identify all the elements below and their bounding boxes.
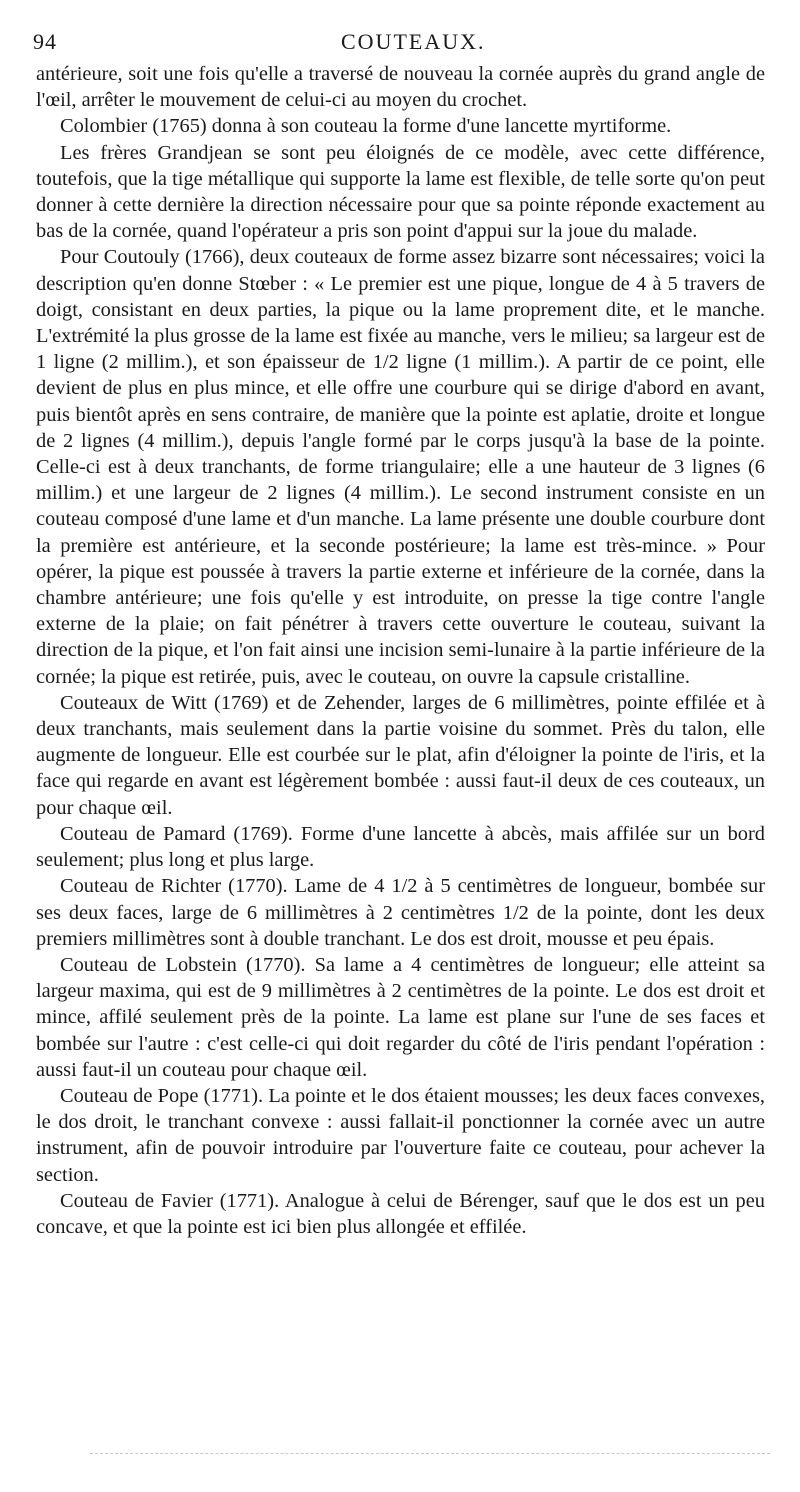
- page-number: 94: [33, 29, 57, 54]
- paragraph-coutouly: Pour Coutouly (1766), deux couteaux de forme assez bizarre sont nécessaires; voici la description qu'en donne Stœber : « Le premier est une pique, longue de 4 à 5 travers de doigt, consistant en deux parties, la pique ou la lame proprement dite, et le manche. L'extrémité la plus grosse de la lame est fixée au manche, vers le milieu; sa largeur est de 1 ligne (2 millim.), et son épaisseur de 1/2 ligne (1 millim.). A partir de ce point, elle devient de plus en plus mince, et elle offre une courbure qui se dirige d'abord en avant, puis bientôt après en sens contraire, de manière que la pointe est aplatie, droite et longue de 2 lignes (4 millim.), depuis l'angle formé par le corps jusqu'à la base de la pointe. Celle-ci est à deux tranchants, de forme triangulaire; elle a une hauteur de 3 lignes (6 millim.) et une largeur de 2 lignes (4 millim.). Le second instrument consiste en un couteau composé d'une lame et d'un manche. La lame présente une double courbure dont la première est antérieure, et la seconde postérieure; la lame est très-mince. » Pour opérer, la pique est poussée à travers la partie externe et inférieure de la cornée, dans la chambre antérieure; une fois qu'elle y est introduite, on presse la tige contre l'angle externe de la plaie; on fait pénétrer à travers cette ouverture le couteau, suivant la direction de la pique, et l'on fait ainsi une incision semi-lunaire à la partie inférieure de la cornée; la pique est retirée, puis, avec le couteau, on ouvre la capsule cristalline.: [36, 246, 765, 688]
- paragraph-continuation: antérieure, soit une fois qu'elle a traversé de nouveau la cornée auprès du grand angle de l'œil, arrêter le mouvement de celui-ci au moyen du crochet.: [36, 63, 765, 112]
- body-text: [36, 61, 765, 1240]
- bottom-rule: [90, 1453, 770, 1454]
- paragraph-pope: Couteau de Pope (1771). La pointe et le dos étaient mousses; les deux faces convexes, le dos droit, le tranchant convexe : aussi fallait-il ponctionner la cornée avec un autre instrument, afin de pouvoir introduire par l'ouverture faite ce couteau, pour achever la section.: [36, 1084, 765, 1186]
- page-header: [33, 28, 764, 56]
- paragraph-colombier: Colombier (1765) donna à son couteau la forme d'une lancette myrtiforme.: [60, 115, 672, 138]
- paragraph-richter: Couteau de Richter (1770). Lame de 4 1/2 à 5 centimètres de longueur, bombée sur ses deux faces, large de 6 millimètres à 2 centimètres 1/2 de la pointe, dont les deux premiers millimètres sont à double tranchant. Le dos est droit, mousse et peu épais.: [36, 875, 765, 950]
- paragraph-pamard: Couteau de Pamard (1769). Forme d'une lancette à abcès, mais affilée sur un bord seulement; plus long et plus large.: [36, 822, 765, 872]
- running-title: COUTEAUX.: [341, 29, 486, 54]
- paragraph-favier: Couteau de Favier (1771). Analogue à celui de Bérenger, sauf que le dos est un peu concave, et que la pointe est ici bien plus allongée et effilée.: [36, 1189, 765, 1238]
- paragraph-witt: Couteaux de Witt (1769) et de Zehender, larges de 6 millimètres, pointe effilée et à deux tranchants, mais seulement dans la partie voisine du sommet. Près du talon, elle augmente de longueur. Elle est courbée sur le plat, afin d'éloigner la pointe de l'iris, et la face qui regarde en avant est légèrement bombée : aussi faut-il deux de ces couteaux, un pour chaque œil.: [36, 691, 765, 819]
- paragraph-grandjean: Les frères Grandjean se sont peu éloignés de ce modèle, avec cette différence, toutefois, que la tige métallique qui supporte la lame est flexible, de telle sorte qu'on peut donner à cette dernière la direction nécessaire pour que sa pointe réponde exactement au bas de la cornée, quand l'opérateur a pris son point d'appui sur la joue du malade.: [36, 141, 765, 243]
- paragraph-lobstein: Couteau de Lobstein (1770). Sa lame a 4 centimètres de longueur; elle atteint sa largeur maxima, qui est de 9 millimètres à 2 centimètres de la pointe. Le dos est droit et mince, affilé seulement près de la pointe. La lame est plane sur l'une de ses faces et bombée sur l'autre : c'est celle-ci qui doit regarder du côté de l'iris pendant l'opération : aussi faut-il un couteau pour chaque œil.: [36, 953, 765, 1081]
